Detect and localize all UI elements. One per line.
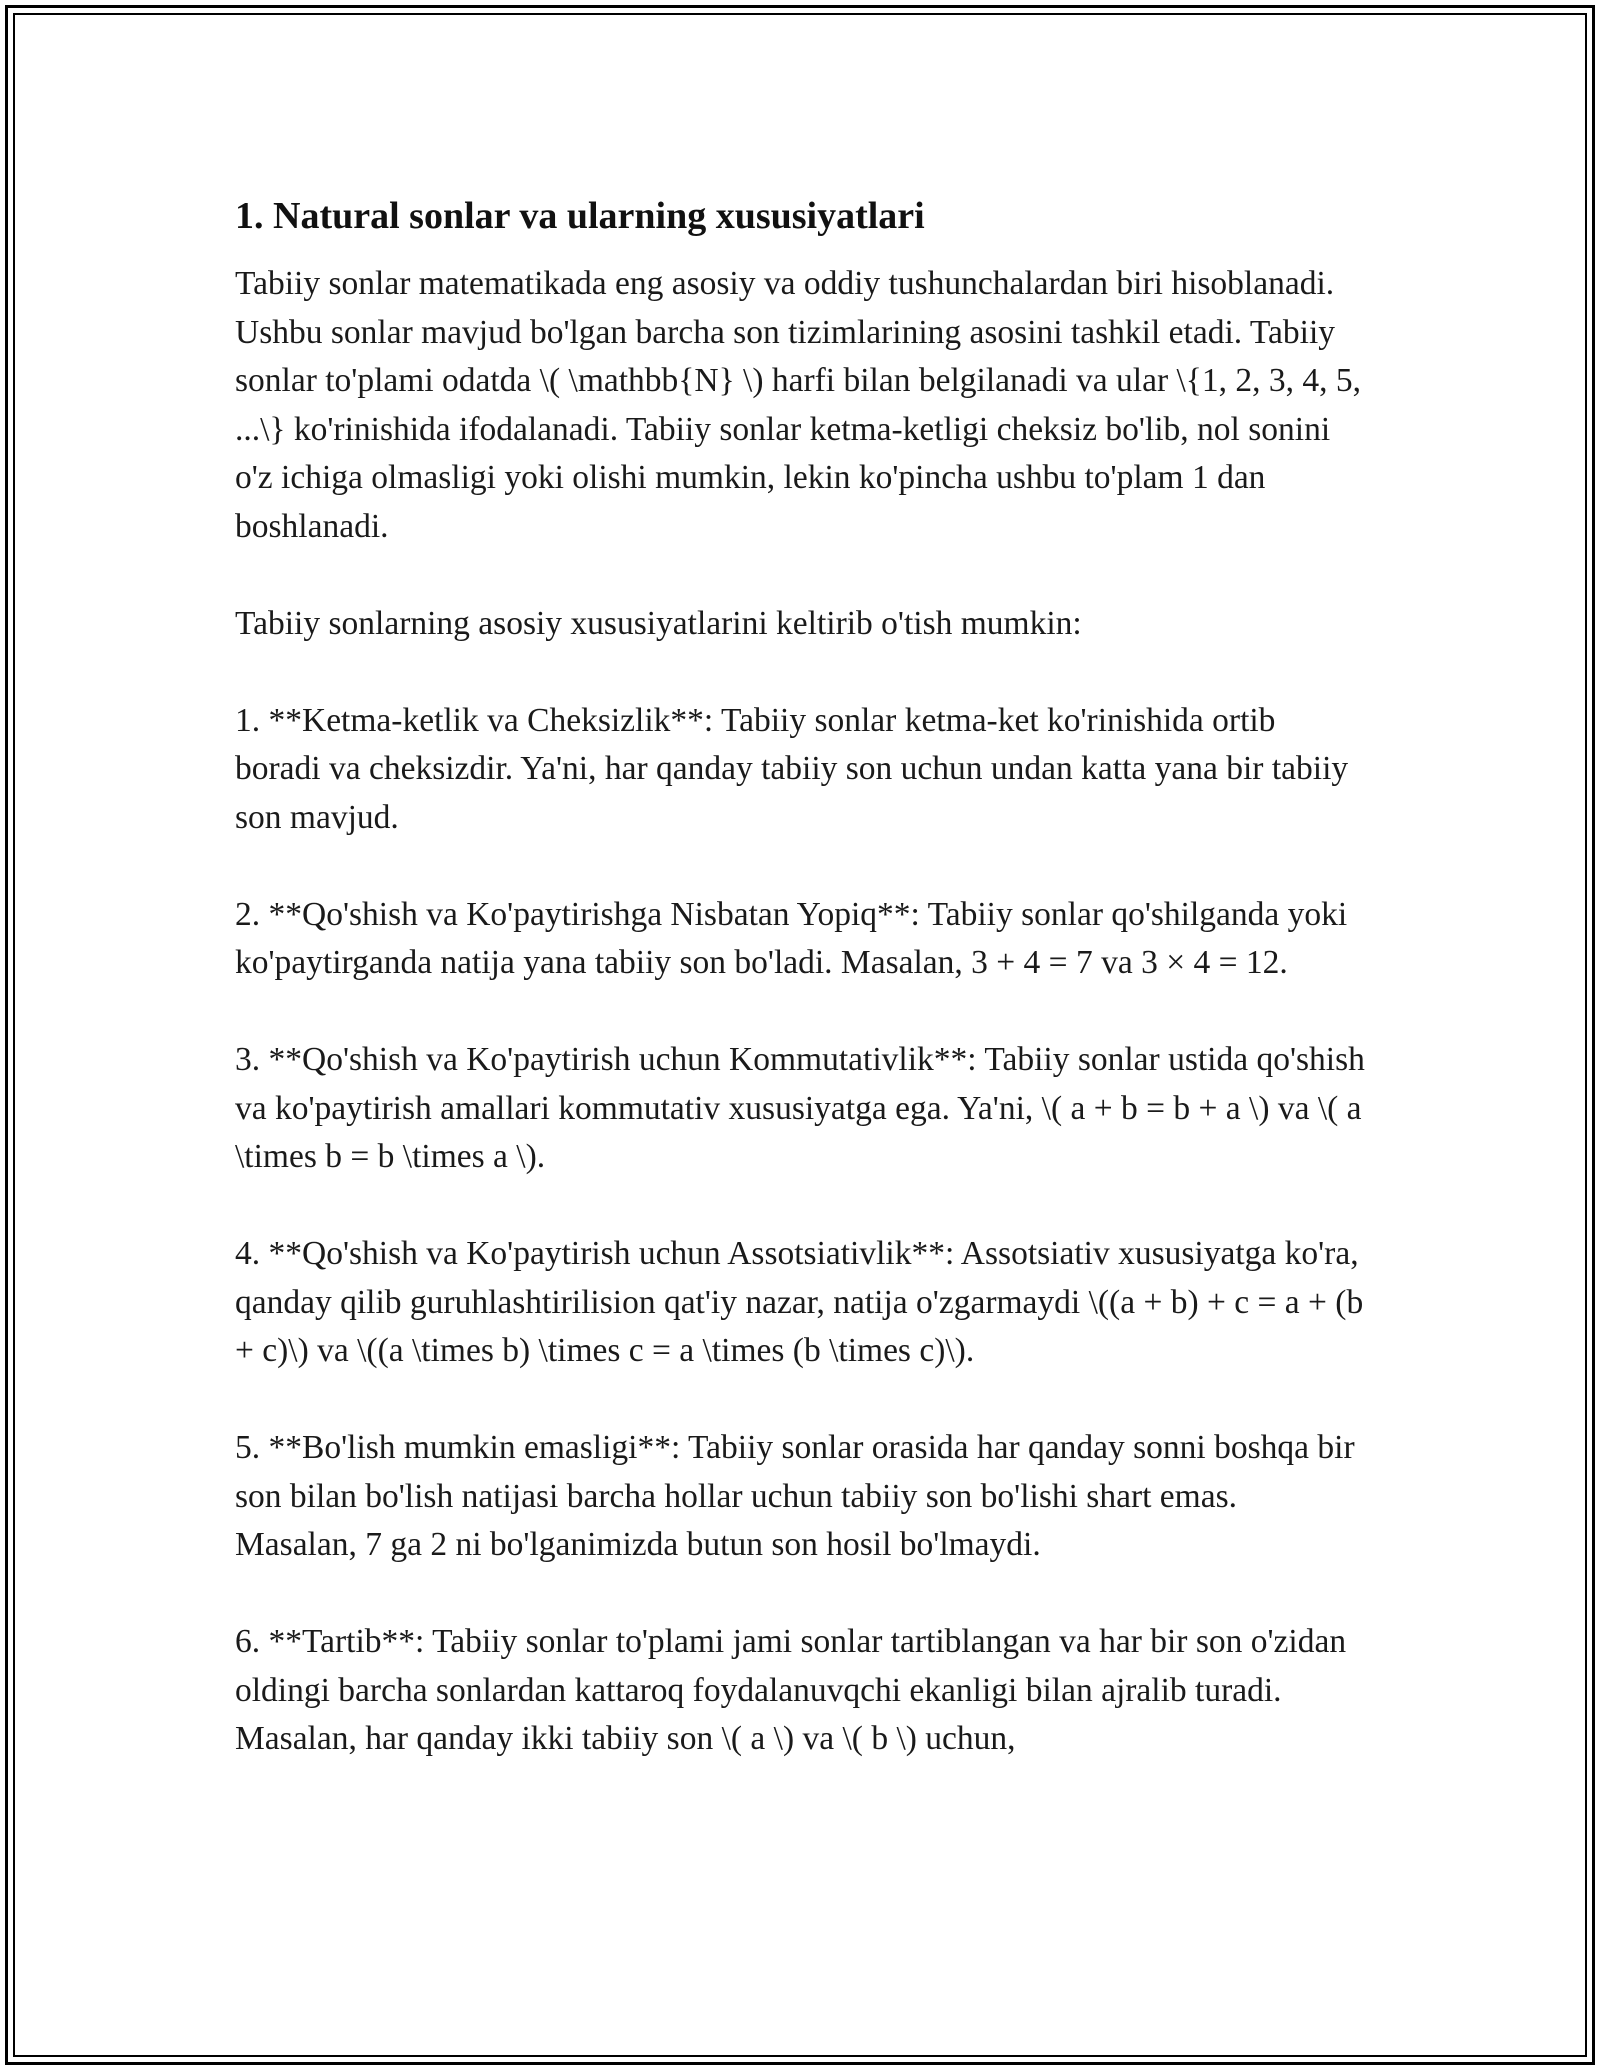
intro-paragraph: Tabiiy sonlar matematikada eng asosiy va oddiy tushunchalardan biri hisoblanadi. Ushbu sonlar mavjud bo'lgan barcha son tizimlarining asosini tashkil etadi. Tabiiy sonlar to'plami odatda \( \mathbb{N} \) harfi bilan belgilanadi va ular \{1, 2, 3, 4, 5, ...\} ko'rinishida ifodalanadi. Tabiiy sonlar ketma-ketligi cheksiz bo'lib, nol sonini o'z ichiga olmasligi yoki olishi mumkin, lekin ko'pincha ushbu to'plam 1 dan boshlanadi.	[235, 265, 1362, 545]
property-1-paragraph: 1. **Ketma-ketlik va Cheksizlik**: Tabiiy sonlar ketma-ket ko'rinishida ortib boradi va cheksizdir. Ya'ni, har qanday tabiiy son uchun undan katta yana bir tabiiy son mavjud.	[235, 701, 1349, 836]
properties-intro-paragraph: Tabiiy sonlarning asosiy xususiyatlarini keltirib o'tish mumkin:	[235, 604, 1082, 642]
document-body	[235, 180, 1365, 1812]
document-title: 1. Natural sonlar va ularning xususiyatlari	[235, 195, 925, 237]
property-3-paragraph: 3. **Qo'shish va Ko'paytirish uchun Kommutativlik**: Tabiiy sonlar ustida qo'shish va ko'paytirish amallari kommutativ xususiyatga ega. Ya'ni, \( a + b = b + a \) va \( a \times b = b \times a \).	[235, 1041, 1365, 1175]
property-6-paragraph: 6. **Tartib**: Tabiiy sonlar to'plami jami sonlar tartiblangan va har bir son o'zidan oldingi barcha sonlardan kattaroq foydalanuvqchi ekanligi bilan ajralib turadi. Masalan, har qanday ikki tabiiy son \( a \) va \( b \) uchun,	[235, 1623, 1347, 1757]
property-2-paragraph: 2. **Qo'shish va Ko'paytirishga Nisbatan Yopiq**: Tabiiy sonlar qo'shilganda yoki ko'paytirganda natija yana tabiiy son bo'ladi. Masalan, 3 + 4 = 7 va 3 × 4 = 12.	[235, 895, 1348, 981]
property-5-paragraph: 5. **Bo'lish mumkin emasligi**: Tabiiy sonlar orasida har qanday sonni boshqa bir son bilan bo'lish natijasi barcha hollar uchun tabiiy son bo'lishi shart emas. Masalan, 7 ga 2 ni bo'lganimizda butun son hosil bo'lmaydi.	[235, 1429, 1355, 1563]
property-4-paragraph: 4. **Qo'shish va Ko'paytirish uchun Assotsiativlik**: Assotsiativ xususiyatga ko'ra, qanday qilib guruhlashtirilision qat'iy nazar, natija o'zgarmaydi \((a + b) + c = a + (b + c)\) va \((a \times b) \times c = a \times (b \times c)\).	[235, 1235, 1364, 1369]
